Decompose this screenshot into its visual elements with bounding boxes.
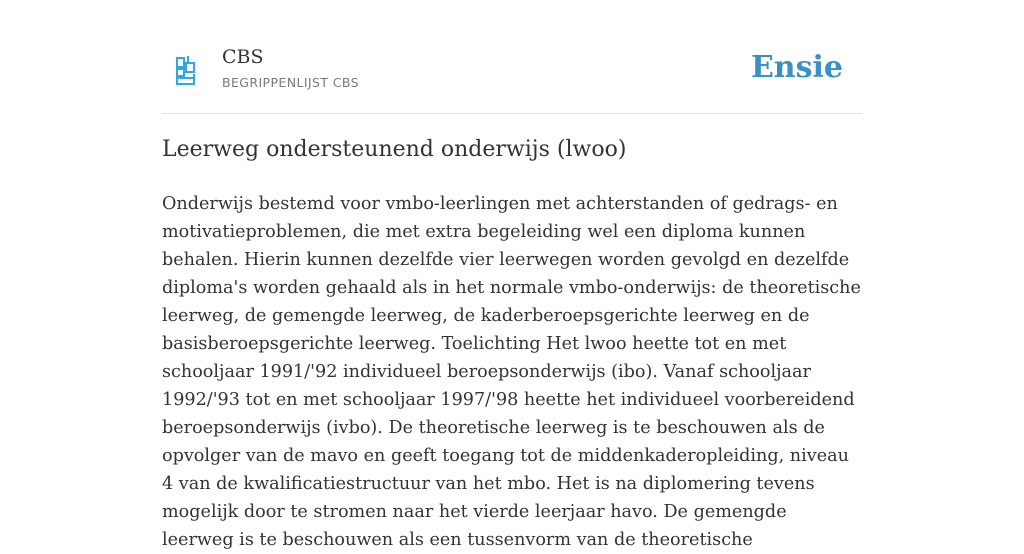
source-title[interactable]: CBS xyxy=(222,46,264,68)
definition-text: Onderwijs bestemd voor vmbo-leerlingen met achterstanden of gedrags- en motivatieproblemen, die met extra begeleiding wel een diploma kunnen behalen. Hierin kunnen dezelfde vier leerwegen worden gevolgd en dezelfde diploma's worden gehaald als in het normale vmbo-onderwijs: de theoretische leerweg, de gemengde leerweg, de kaderberoepsgerichte leerweg en de basisberoepsgerichte leerweg. Toelichting Het lwoo heette tot en met schooljaar 1991/'92 individueel beroepsonderwijs (ibo). Vanaf schooljaar 1992/'93 tot en met schooljaar 1997/'98 heette het individueel voorbereidend beroepsonderwijs (ivbo). De theoretische leerweg is te beschouwen als de opvolger van de mavo en geeft toegang tot de middenkaderopleiding, niveau 4 van de kwalificatiestructuur van het mbo. Het is na diplomering tevens mogelijk door te stromen naar het vierde leerjaar havo. De gemengde leerweg is te beschouwen als een tussenvorm van de theoretische xyxy=(162,194,861,550)
cbs-logo-icon[interactable] xyxy=(175,55,197,87)
source-subtitle: BEGRIPPENLIJST CBS xyxy=(222,75,359,90)
brand-logo[interactable]: Ensie xyxy=(750,50,843,85)
term-title: Leerweg ondersteunend onderwijs (lwoo) xyxy=(162,137,627,162)
header xyxy=(162,40,862,114)
